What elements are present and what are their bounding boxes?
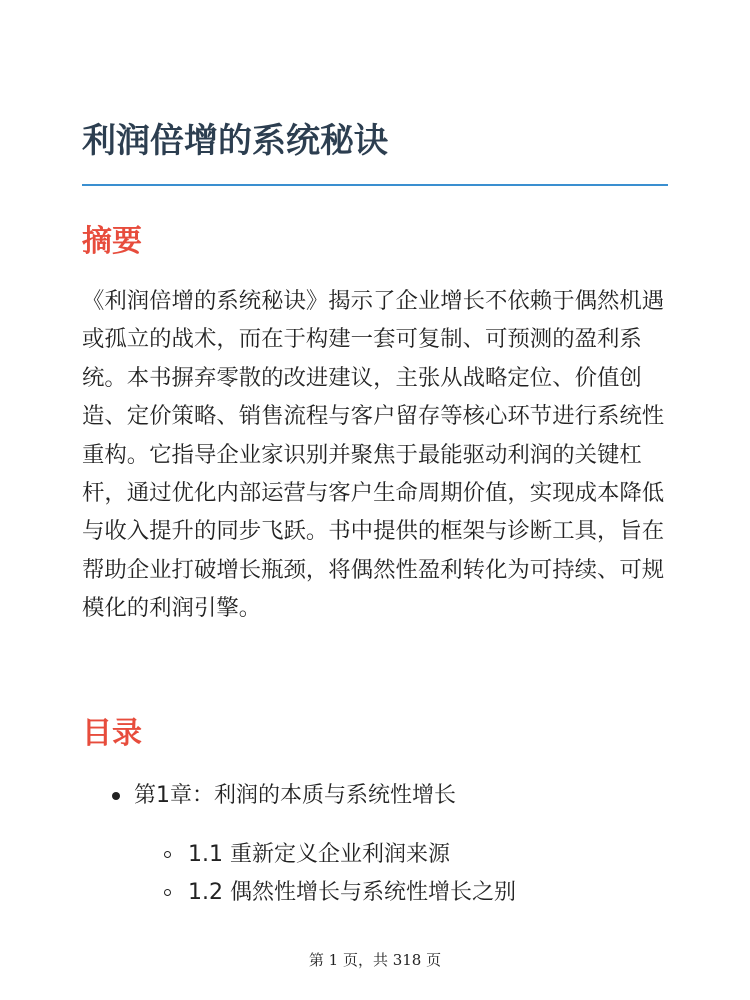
toc-section-1-1 xyxy=(82,836,668,874)
toc-section-label: 1.2 偶然性增长与系统性增长之别 xyxy=(188,880,516,905)
toc-heading: 目录 xyxy=(82,716,142,751)
toc-section-1-2 xyxy=(82,874,668,912)
summary-text: 《利润倍增的系统秘诀》揭示了企业增长不依赖于偶然机遇或孤立的战术，而在于构建一套可复制、可预测的盈利系统。本书摒弃零散的改进建议，主张从战略定位、价值创造、定价策略、销售流程与客户留存等核心环节进行系统性重构。它指导企业家识别并聚焦于最能驱动利润的关键杠杆，通过优化内部运营与客户生命周期价值，实现成本降低与收入提升的同步飞跃。书中提供的框架与诊断工具，旨在帮助企业打破增长瓶颈，将偶然性盈利转化为可持续、可规模化的利润引擎。 xyxy=(82,288,665,622)
bullet-circle-icon xyxy=(164,889,171,896)
toc-section-label: 1.1 重新定义企业利润来源 xyxy=(188,842,450,867)
toc-chapter-1 xyxy=(82,778,668,814)
page-footer: 第 1 页，共 318 页 xyxy=(308,951,442,969)
bullet-circle-icon xyxy=(164,851,171,858)
bullet-disc-icon xyxy=(112,792,120,800)
summary-heading: 摘要 xyxy=(82,224,142,259)
document-title: 利润倍增的系统秘诀 xyxy=(82,121,388,161)
toc-chapter-label: 第1章：利润的本质与系统性增长 xyxy=(134,783,456,808)
title-divider xyxy=(82,184,668,186)
toc-list xyxy=(82,778,668,912)
